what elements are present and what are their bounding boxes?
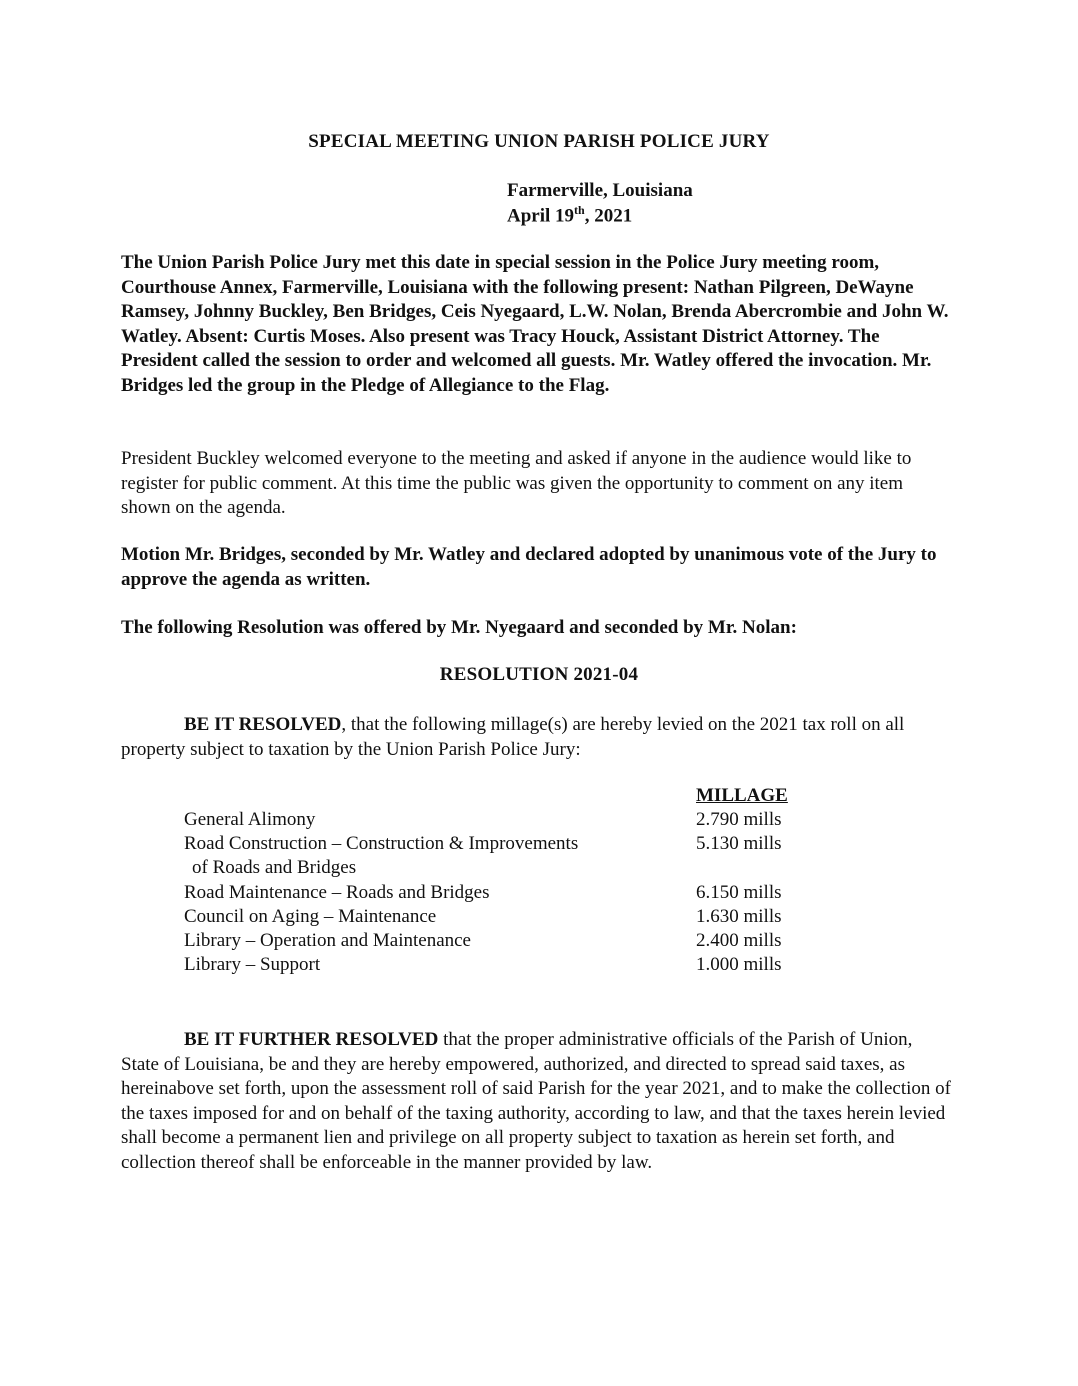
millage-value: 2.400 mills (696, 930, 782, 951)
further-lead: BE IT FURTHER RESOLVED (184, 1029, 439, 1050)
date-suffix: , 2021 (584, 205, 633, 227)
millage-row (184, 906, 804, 930)
millage-row (184, 882, 804, 906)
millage-row (184, 833, 804, 857)
resolved-lead: BE IT RESOLVED (184, 714, 342, 735)
millage-value: 5.130 mills (696, 833, 782, 854)
millage-label: Road Maintenance – Roads and Bridges (184, 882, 490, 903)
further-text: that the proper administrative officials of the Parish of Union, State of Louisiana, be and they are hereby empowered, authorized, and directed to spread said taxes, as hereinabove set forth, upon the assessment roll of said Parish for the year 2021, and to make the collection of the taxes imposed for and on behalf of the taxing authority, according to law, and that the taxes herein levied shall become a permanent lien and privilege on all property subject to taxation as herein set forth, and collection thereof shall be enforceable in the manner provided by law. (121, 1029, 951, 1173)
page-title: SPECIAL MEETING UNION PARISH POLICE JURY (308, 131, 770, 152)
date-ordinal: th (574, 203, 585, 217)
resolved-paragraph (121, 713, 954, 762)
millage-row-continuation (184, 857, 804, 881)
millage-label: Library – Operation and Maintenance (184, 930, 471, 951)
further-resolved-paragraph (121, 1028, 954, 1175)
millage-row (184, 809, 804, 833)
millage-row (184, 954, 804, 978)
millage-label: of Roads and Bridges (192, 857, 357, 878)
resolved-text: , that the following millage(s) are hereby levied on the 2021 tax roll on all property subject to taxation by the Union Parish Police Jury: (121, 714, 905, 760)
millage-label: Library – Support (184, 954, 321, 975)
millage-value: 1.630 mills (696, 906, 782, 927)
date-prefix: April 19 (507, 205, 575, 227)
millage-label: Road Construction – Construction & Improvements (184, 833, 579, 854)
millage-header: MILLAGE (696, 785, 788, 806)
meeting-location: Farmerville, Louisiana (507, 180, 693, 201)
millage-label: General Alimony (184, 809, 316, 830)
millage-table (184, 785, 804, 985)
meeting-date (507, 203, 632, 227)
millage-row (184, 930, 804, 954)
millage-value: 6.150 mills (696, 882, 782, 903)
millage-value: 1.000 mills (696, 954, 782, 975)
motion-paragraph: Motion Mr. Bridges, seconded by Mr. Watley and declared adopted by unanimous vote of the Jury to approve the agenda as written. (121, 544, 937, 590)
millage-label: Council on Aging – Maintenance (184, 906, 437, 927)
resolution-title: RESOLUTION 2021-04 (439, 664, 639, 685)
resolution-offer: The following Resolution was offered by Mr. Nyegaard and seconded by Mr. Nolan: (121, 617, 797, 638)
public-comment-paragraph: President Buckley welcomed everyone to the meeting and asked if anyone in the audience would like to register for public comment. At this time the public was given the opportunity to comment on any item shown on the agenda. (121, 448, 912, 518)
millage-value: 2.790 mills (696, 809, 782, 830)
intro-paragraph: The Union Parish Police Jury met this date in special session in the Police Jury meeting room, Courthouse Annex, Farmerville, Louisiana with the following present: Nathan Pilgreen, DeWayne Ramsey, Johnny Buckley, Ben Bridges, Ceis Nyegaard, L.W. Nolan, Brenda Abercrombie and John W. Watley. Absent: Curtis Moses. Also present was Tracy Houck, Assistant District Attorney. The President called the session to order and welcomed all guests. Mr. Watley offered the invocation. Mr. Bridges led the group in the Pledge of Allegiance to the Flag. (121, 252, 949, 396)
